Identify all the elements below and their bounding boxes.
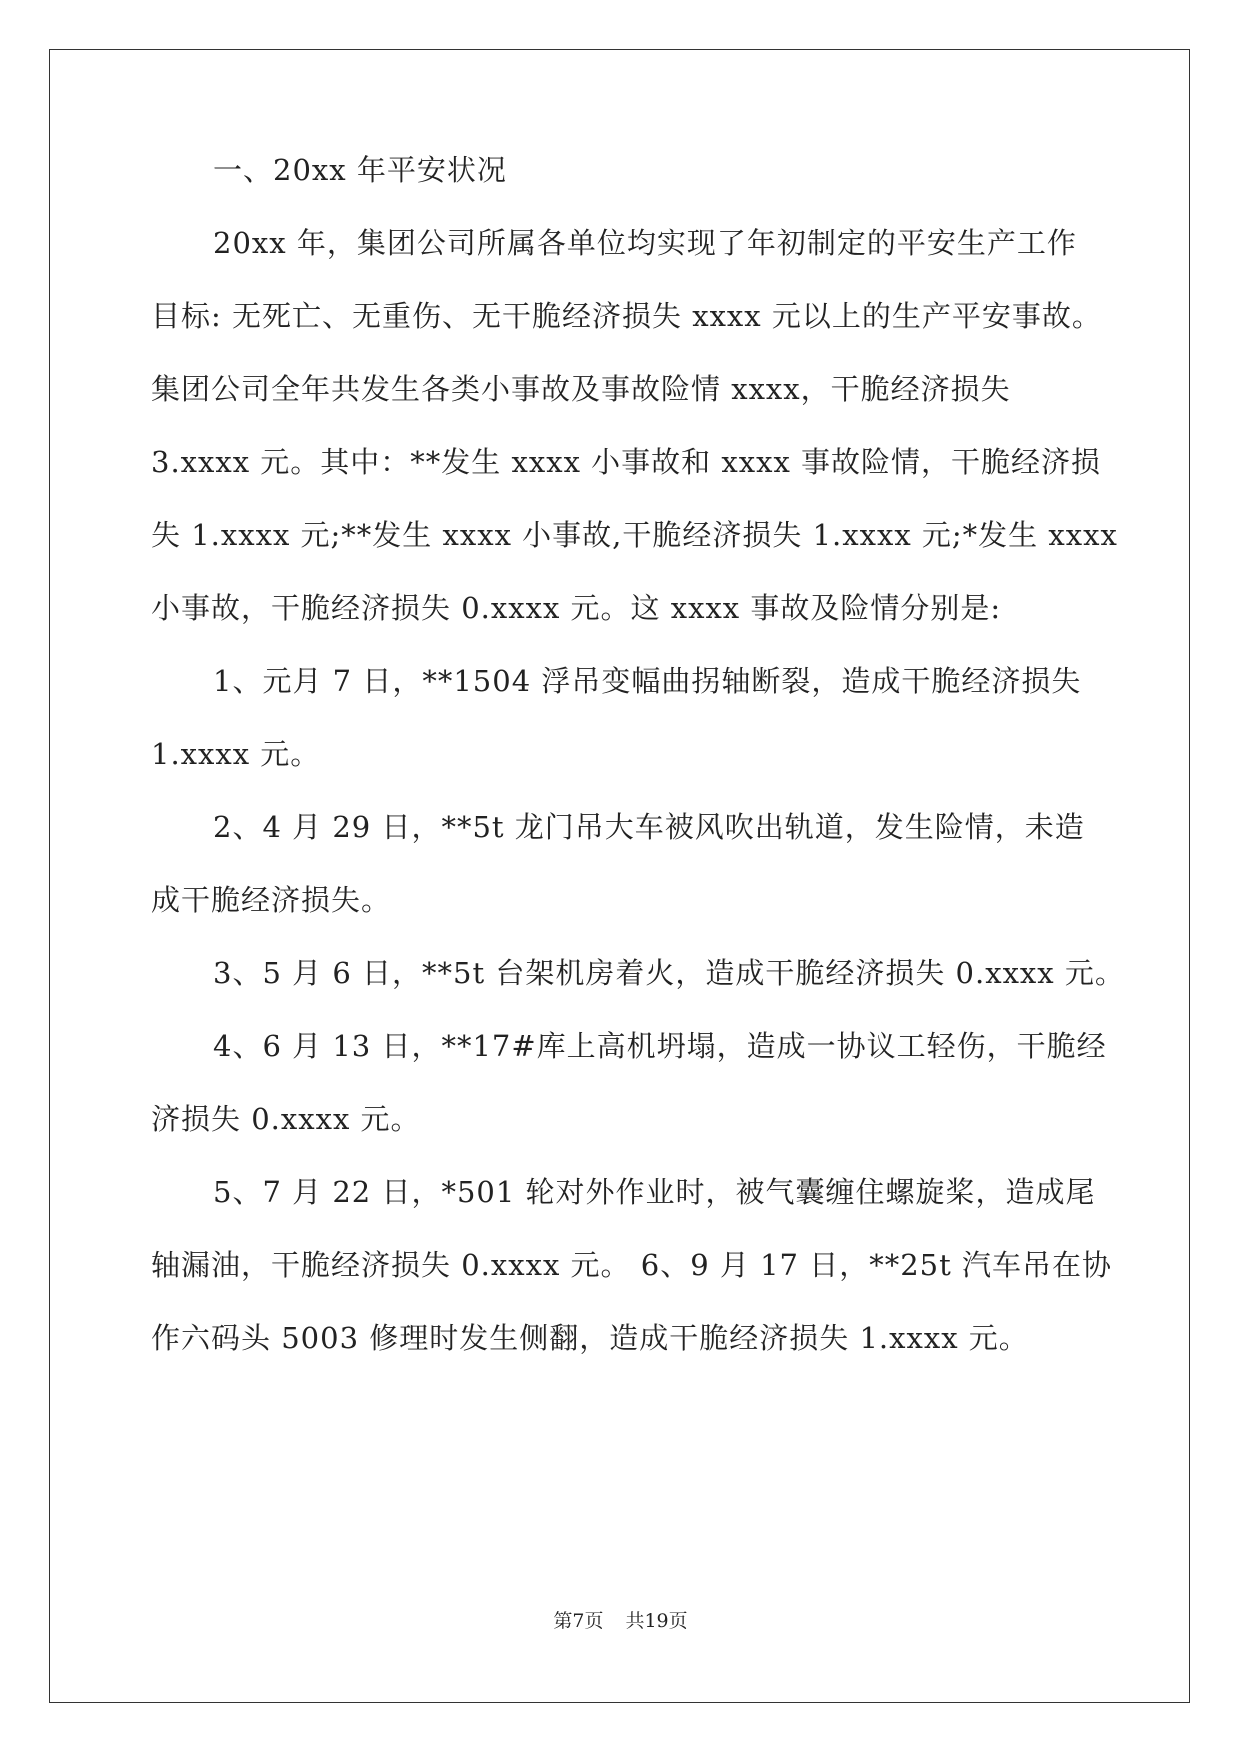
list-item-line: 2、4 月 29 日，**5t 龙门吊大车被风吹出轨道，发生险情，未造	[213, 810, 1085, 844]
list-item-line: 3、5 月 6 日，**5t 台架机房着火，造成干脆经济损失 0.xxxx 元。	[213, 956, 1125, 990]
paragraph-line: 20xx 年，集团公司所属各单位均实现了年初制定的平安生产工作	[213, 226, 1077, 260]
page-footer	[0, 1609, 1241, 1633]
paragraph-line: 失 1.xxxx 元;**发生 xxxx 小事故,干脆经济损失 1.xxxx 元;*发生 xxxx	[151, 518, 1118, 552]
list-item-line: 1.xxxx 元。	[151, 737, 321, 771]
section-heading: 一、20xx 年平安状况	[213, 153, 507, 187]
paragraph-line: 集团公司全年共发生各类小事故及事故险情 xxxx，干脆经济损失	[151, 372, 1011, 406]
list-item-line: 成干脆经济损失。	[151, 883, 392, 917]
list-item-line: 1、元月 7 日，**1504 浮吊变幅曲拐轴断裂，造成干脆经济损失	[213, 664, 1082, 698]
paragraph-line: 目标: 无死亡、无重伤、无干脆经济损失 xxxx 元以上的生产平安事故。	[151, 299, 1102, 333]
list-item-line: 作六码头 5003 修理时发生侧翻，造成干脆经济损失 1.xxxx 元。	[151, 1321, 1029, 1355]
paragraph-line: 3.xxxx 元。其中：**发生 xxxx 小事故和 xxxx 事故险情，干脆经济损	[151, 445, 1102, 479]
page-number-total: 共19页	[625, 1610, 688, 1632]
paragraph-line: 小事故，干脆经济损失 0.xxxx 元。这 xxxx 事故及险情分别是:	[151, 591, 1002, 625]
list-item-line: 5、7 月 22 日，*501 轮对外作业时，被气囊缠住螺旋桨，造成尾	[213, 1175, 1096, 1209]
page-number-current: 第7页	[553, 1610, 604, 1632]
list-item-line: 轴漏油，干脆经济损失 0.xxxx 元。 6、9 月 17 日，**25t 汽车吊在协	[151, 1248, 1112, 1282]
list-item-line: 济损失 0.xxxx 元。	[151, 1102, 421, 1136]
list-item-line: 4、6 月 13 日，**17#库上高机坍塌，造成一协议工轻伤，干脆经	[213, 1029, 1107, 1063]
